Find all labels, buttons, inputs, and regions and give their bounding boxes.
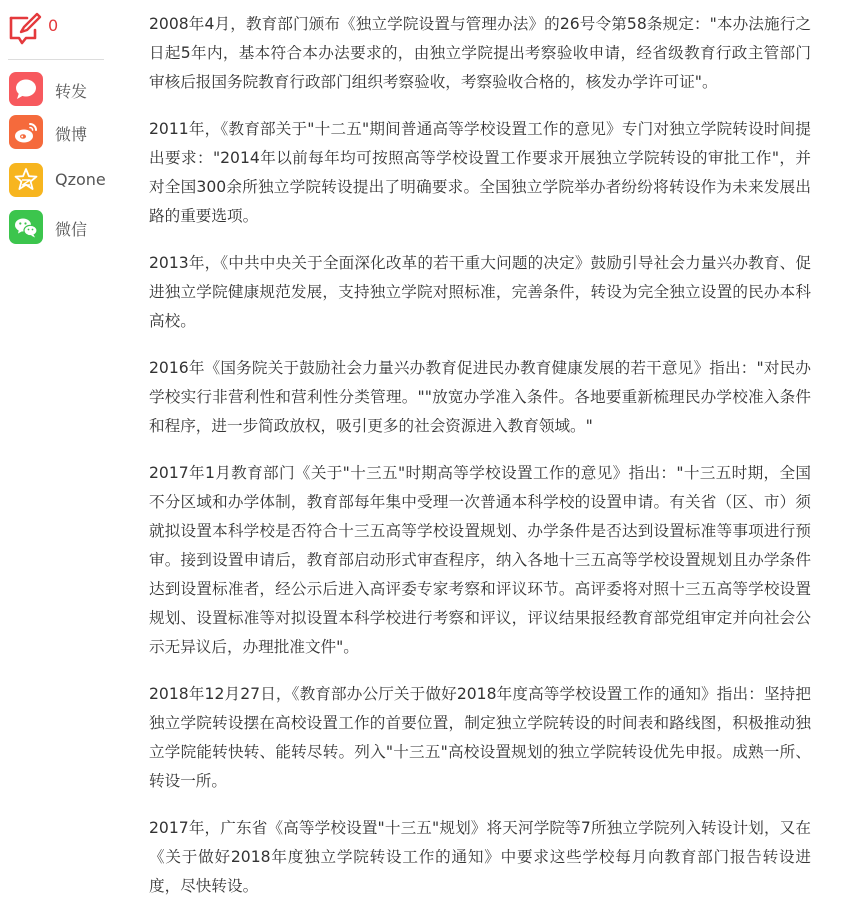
share-qzone-button[interactable]	[9, 163, 119, 197]
article-paragraph: 2008年4月，教育部门颁布《独立学院设置与管理办法》的26号令第58条规定："本办法施行之日起5年内，基本符合本办法要求的，由独立学院提出考察验收申请，经省级教育行政主管部门审核后报国务院教育行政部门组织考察验收，考察验收合格的，核发办学许可证"。	[149, 15, 811, 91]
comment-count: 0	[48, 16, 59, 35]
share-weibo-label: 微博	[55, 125, 88, 144]
weibo-icon	[9, 115, 43, 149]
article-paragraph: 2011年，《教育部关于"十二五"期间普通高等学校设置工作的意见》专门对独立学院转设时间提出要求："2014年以前每年均可按照高等学校设置工作要求开展独立学院转设的审批工作"，并对全国300余所独立学院转设提出了明确要求。全国独立学院举办者纷纷将转设作为未来发展出路的重要选项。	[149, 120, 811, 225]
share-forward-button[interactable]	[9, 72, 119, 106]
share-forward-label: 转发	[55, 82, 88, 101]
article-paragraph: 2017年，广东省《高等学校设置"十三五"规划》将天河学院等7所独立学院列入转设计划，又在《关于做好2018年度独立学院转设工作的通知》中要求这些学校每月向教育部门报告转设进度，尽快转设。	[149, 819, 811, 895]
article-paragraph: 2018年12月27日，《教育部办公厅关于做好2018年度高等学校设置工作的通知》指出：坚持把独立学院转设摆在高校设置工作的首要位置，制定独立学院转设的时间表和路线图，积极推动独立学院能转快转、能转尽转。列入"十三五"高校设置规划的独立学院转设优先申报。成熟一所、转设一所。	[149, 685, 811, 790]
comment-button[interactable]	[8, 12, 108, 48]
share-weibo-button[interactable]	[9, 115, 119, 149]
article-paragraph: 2013年，《中共中央关于全面深化改革的若干重大问题的决定》鼓励引导社会力量兴办教育、促进独立学院健康规范发展，支持独立学院对照标准，完善条件，转设为完全独立设置的民办本科高校。	[149, 254, 811, 330]
chat-bubble-icon	[9, 72, 43, 106]
star-icon	[9, 163, 43, 197]
wechat-icon	[9, 210, 43, 244]
share-wechat-button[interactable]	[9, 210, 119, 244]
sidebar-divider	[8, 59, 104, 60]
share-qzone-label: Qzone	[55, 170, 106, 189]
article-body	[149, 10, 811, 919]
article-paragraph: 2017年1月教育部门《关于"十三五"时期高等学校设置工作的意见》指出："十三五时期，全国不分区域和办学体制，教育部每年集中受理一次普通本科学校的设置申请。有关省（区、市）须就拟设置本科学校是否符合十三五高等学校设置规划、办学条件是否达到设置标准等事项进行预审。接到设置申请后，教育部启动形式审查程序，纳入各地十三五高等学校设置规划且办学条件达到设置标准者，经公示后进入高评委专家考察和评议环节。高评委将对照十三五高等学校设置规划、设置标准等对拟设置本科学校进行考察和评议，评议结果报经教育部党组审定并向社会公示无异议后，办理批准文件"。	[149, 464, 811, 656]
article-paragraph: 2016年《国务院关于鼓励社会力量兴办教育促进民办教育健康发展的若干意见》指出："对民办学校实行非营利性和营利性分类管理。""放宽办学准入条件。各地要重新梳理民办学校准入条件和程序，进一步简政放权，吸引更多的社会资源进入教育领域。"	[149, 359, 811, 435]
share-wechat-label: 微信	[55, 220, 88, 239]
comment-edit-icon	[8, 12, 42, 46]
